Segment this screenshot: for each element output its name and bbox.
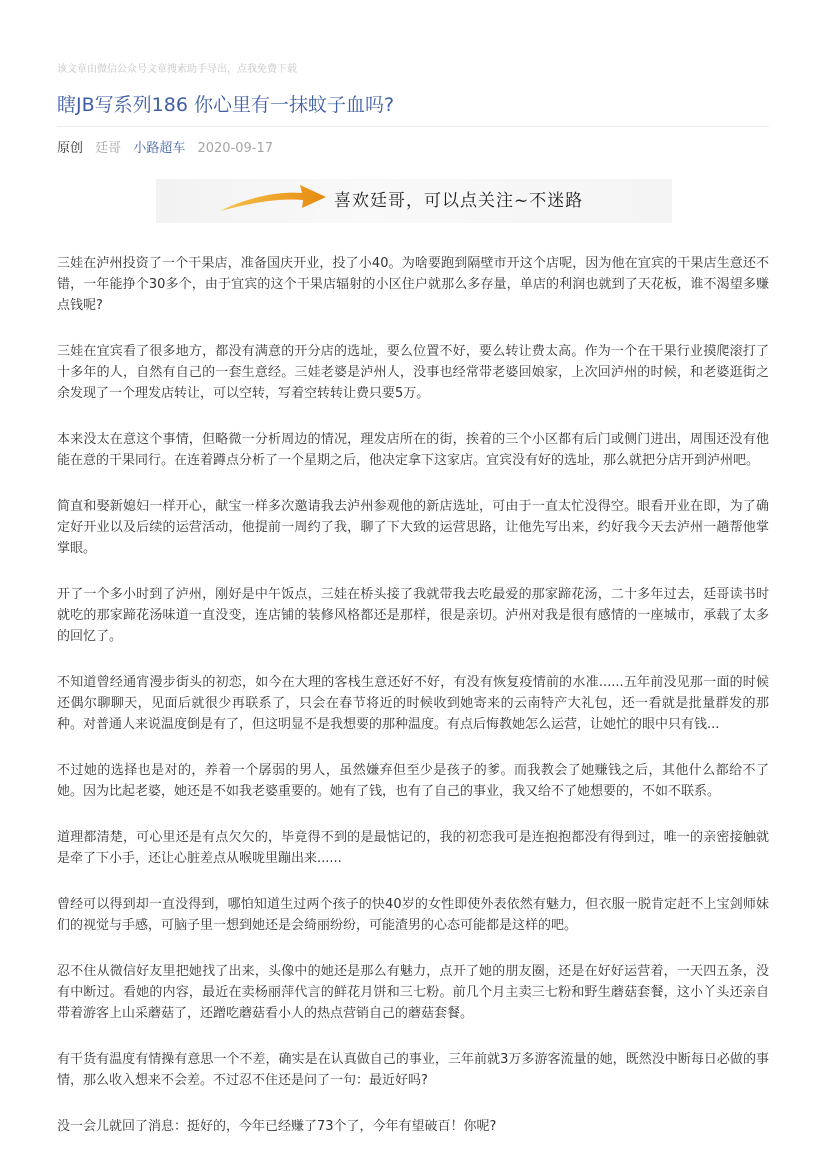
article-paragraph: 三娃在宜宾看了很多地方，都没有满意的开分店的选址，要么位置不好，要么转让费太高。作为一个在干果行业摸爬滚打了十多年的人，自然有自己的一套生意经。三娃老婆是泸州人，没事也经常带老婆回娘家，上次回泸州的时候，和老婆逛街之余发现了一个理发店转让，可以空转，写着空转转让费只要5万。 [57,344,769,401]
banner-text: 喜欢廷哥，可以点关注~不迷路 [334,191,584,211]
article-meta [57,140,281,158]
article-paragraph: 不知道曾经通宵漫步街头的初恋，如今在大理的客栈生意还好不好，有没有恢复疫情前的水准......五年前没见那一面的时候还偶尔聊聊天，见面后就很少再联系了，只会在春节将近的时候收到她寄来的云南特产大礼包，还一看就是批量群发的那种。对普通人来说温度倒是有了，但这明显不是我想要的那种温度。有点后悔教她怎么运营，让她忙的眼中只有钱... [57,675,769,732]
article-paragraph: 忍不住从微信好友里把她找了出来，头像中的她还是那么有魅力，点开了她的朋友圈，还是在好好运营着，一天四五条，没有中断过。看她的内容，最近在卖杨丽萍代言的鲜花月饼和三七粉。前几个月主卖三七粉和野生蘑菇套餐，这小丫头还亲自带着游客上山采蘑菇了，还蹭吃蘑菇看小人的热点营销自己的蘑菇套餐。 [57,964,769,1021]
article-paragraph: 有干货有温度有情操有意思一个不差，确实是在认真做自己的事业，三年前就3万多游客流量的她，既然没中断每日必做的事情，那么收入想来不会差。不过忍不住还是问了一句：最近好吗? [57,1052,769,1088]
original-tag: 原创 [57,141,84,156]
follow-banner [156,179,672,223]
article-paragraph: 三娃在泸州投资了一个干果店，准备国庆开业，投了小40。为啥要跑到隔壁市开这个店呢，因为他在宜宾的干果店生意还不错，一年能挣个30多个，由于宜宾的这个干果店辐射的小区住户就那么多存量，单店的利润也就到了天花板，谁不渴望多赚点钱呢? [57,256,769,313]
article-paragraph: 不过她的选择也是对的，养着一个孱弱的男人，虽然嫌弃但至少是孩子的爹。而我教会了她赚钱之后，其他什么都给不了她。因为比起老婆，她还是不如我老婆重要的。她有了钱，也有了自己的事业，我又给不了她想要的，不如不联系。 [57,763,769,799]
article-body [57,253,769,1162]
account-name-link[interactable]: 小路超车 [133,141,186,156]
article-paragraph: 道理都清楚，可心里还是有点欠欠的，毕竟得不到的是最惦记的，我的初恋我可是连抱抱都没有得到过，唯一的亲密接触就是牵了下小手，还让心脏差点从喉咙里蹦出来...... [57,830,769,866]
article-paragraph: 开了一个多小时到了泸州，刚好是中午饭点，三娃在桥头接了我就带我去吃最爱的那家蹄花汤，二十多年过去，廷哥读书时就吃的那家蹄花汤味道一直没变，连店铺的装修风格都还是那样，很是亲切。泸州对我是很有感情的一座城市，承载了太多的回忆了。 [57,587,769,644]
article-paragraph: 本来没太在意这个事情，但略微一分析周边的情况，理发店所在的街，挨着的三个小区都有后门或侧门进出，周围还没有他能在意的干果同行。在连着蹲点分析了一个星期之后，他决定拿下这家店。宜宾没有好的选址，那么就把分店开到泸州吧。 [57,432,769,468]
author-name: 廷哥 [95,141,122,156]
article-paragraph: 没一会儿就回了消息：挺好的，今年已经赚了73个了，今年有望破百！你呢? [57,1119,497,1134]
article-title: 瞎JB写系列186 你心里有一抹蚊子血吗? [57,94,395,116]
export-notice-link[interactable]: 该文章由微信公众号文章搜索助手导出，点我免费下载 [57,64,297,75]
publish-date: 2020-09-17 [197,141,274,156]
article-paragraph: 简直和娶新媳妇一样开心，献宝一样多次邀请我去泸州参观他的新店选址，可由于一直太忙没得空。眼看开业在即，为了确定好开业以及后续的运营活动，他提前一周约了我，聊了下大致的运营思路，让他先写出来，约好我今天去泸州一趟帮他掌掌眼。 [57,499,769,556]
title-divider [57,126,769,127]
article-paragraph: 曾经可以得到却一直没得到，哪怕知道生过两个孩子的快40岁的女性即使外表依然有魅力，但衣服一脱肯定赶不上宝剑师妹们的视觉与手感，可脑子里一想到她还是会绮丽纷纷，可能渣男的心态可能都是这样的吧。 [57,897,769,933]
swoosh-arrow-icon [218,181,330,221]
